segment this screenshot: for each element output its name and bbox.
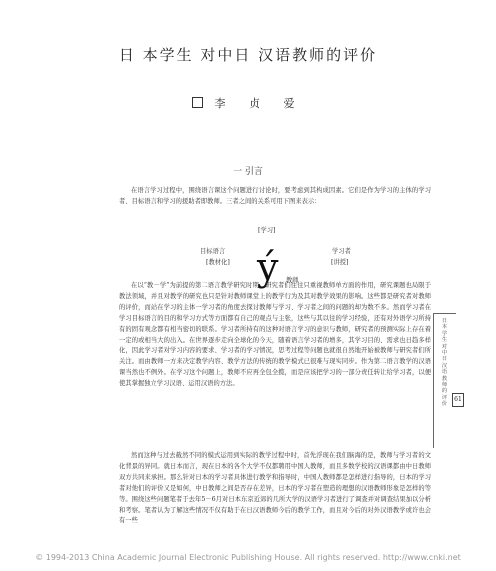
author-name: 李 贞 爱 — [214, 97, 305, 110]
author-line — [0, 95, 496, 111]
paragraph-continuation: 然而这种与过去截然不同的模式运用到实际的教学过程中时，首先浮现在我们脑海的是，教师与学习者的文化背景的异同。就日本而言，现在日本的各个大学不仅都聘用中国人教师，而且多数学校的汉语课都由中日教师双方共同来承担。那么针对日本的学习者具体进行教学和指导时，中国人教师都是怎样进行指导的，日本的学习者对他们的评价又是如何，中日教师之间是否存在差异，日本的学习者在塑造的理想的汉语教师形象是怎样的等等。围绕这些问题笔者于去年5－6月对日本东京近郊的几所大学的汉语学习者进行了调查并对调查结果加以分析和考察。笔者认为了解这些情况不仅有助于在日汉语教师今后的教学工作，而且对今后的对外汉语教学或许也会有一些 — [119, 452, 431, 525]
article-title: 日 本学生 对中日 汉语教师的评价 — [118, 46, 378, 64]
page-number: 61 — [452, 393, 464, 407]
copyright-footer: © 1994-2013 China Academic Journal Electronic Publishing House. All rights reserved. http://www.cnki.net — [35, 553, 461, 562]
diagram-right-bottom-label: [讲授] — [331, 259, 349, 266]
diagram-right-top-label: 学习者 — [332, 248, 351, 255]
diagram-left-top-label: 目标语言 — [200, 248, 226, 255]
paragraph-main: 在以“教－学”为前提的第二语言教学研究时期，研究者们往往只重视教师单方面的作用，研究课题也局限于教法领域，并且对教学的研究也只是针对教师课堂上的教学行为及其对教学效果的影响。这些都是研究者对教师的评价，而站在学习的主体一学习者的角度去探讨教师与学习、学习者之间的问题的却为数不多。然而学习者在学习目标语言的目的和学习方式等方面都有自己的观点与主张，这些与其以往的学习经验，还有对外语学习所持有的固有观念都有相当密切的联系。学习者所持有的这种对语言学习的意识与教师，研究者的预测实际上存在着一定的或相当大的出入。在世界逐步走向全球化的今天，随着语言学习者的增多，其学习目的、需求也日趋多样化，因此学习者对学习内容的要求、学习者的学习情况，思考过程等问题也就很自然地开始被教师与研究者们所关注。而由教师一方来决定教学内容、教学方法的传统的教学模式已很难与现实同步。作为第二语言教学的汉语课当然也不例外。在学习这个问题上，教师不应再全包全揽，而是应该把学习的一部分责任转让给学习者，以便使其掌握独立学习汉语、运用汉语的方法。 — [119, 282, 431, 388]
paragraph-intro: 在语言学习过程中，围绕语言课这个问题进行讨论时，要考虑到其构成因素。它们是作为学习的主体的学习者、目标语言和学习的援助者即教师。三者之间的关系可用下图来表示： — [119, 187, 431, 205]
sidebar-running-title: 日本学生对中日汉语教师的评价 — [441, 318, 448, 408]
diagram-top-label: [学习] — [258, 227, 276, 234]
section-heading: 一 引言 — [233, 167, 263, 177]
diagram-bottom-label: 教师 — [286, 277, 299, 284]
author-box-mark — [192, 97, 203, 108]
diagram-center-glyph: ý — [257, 245, 279, 289]
diagram-left-bottom-label: [教材化] — [206, 259, 230, 266]
journal-sidebar — [433, 313, 456, 448]
